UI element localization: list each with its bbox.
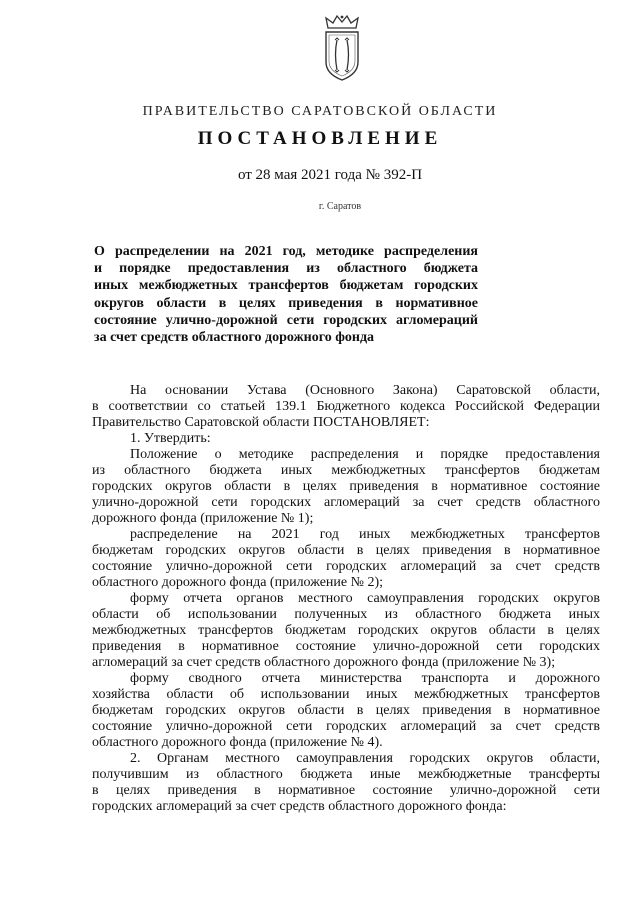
text-line: хозяйства области об использовании иных межбюджетных трансфертов: [92, 687, 600, 702]
text-line: области об использовании полученных из областного бюджета иных: [92, 607, 600, 622]
paragraph-appendix-1: [92, 447, 600, 527]
paragraph-appendix-3: [92, 591, 600, 671]
intro-paragraph: [92, 383, 600, 431]
text-line: улично-дорожной сети городских агломераций за счет средств областного: [92, 495, 600, 510]
text-line: 2. Органам местного самоуправления городских округов области,: [130, 751, 600, 766]
title-line: и порядке предоставления из областного бюджета: [94, 261, 478, 277]
government-name: ПРАВИТЕЛЬСТВО САРАТОВСКОЙ ОБЛАСТИ: [142, 104, 498, 119]
text-line: из областного бюджета иных межбюджетных трансфертов бюджетам: [92, 463, 600, 478]
text-line: городских округов области в целях приведения в нормативное состояние: [92, 479, 600, 494]
document-title: [94, 243, 478, 346]
text-line: бюджетам городских округов области в целях приведения в нормативное: [92, 543, 600, 558]
title-line: О распределении на 2021 год, методике распределения: [94, 244, 478, 259]
title-line: состояние улично-дорожной сети городских агломераций: [94, 312, 478, 328]
text-line: в целях приведения в нормативное состояние улично-дорожной сети: [92, 783, 600, 798]
item-1-heading: [92, 431, 600, 447]
text-line: городских агломераций за счет средств областного дорожного фонда:: [92, 799, 507, 814]
text-line: получившим из областного бюджета иные межбюджетные трансферты: [92, 767, 600, 782]
text-line: дорожного фонда (приложение № 1);: [92, 511, 314, 526]
text-line: межбюджетных трансфертов бюджетам городских округов области в целях: [92, 623, 600, 638]
text-line: Положение о методике распределения и порядке предоставления: [130, 447, 600, 462]
text-line: областного дорожного фонда (приложение № 4).: [92, 735, 383, 750]
text-line: областного дорожного фонда (приложение № 2);: [92, 575, 384, 590]
text-line: в соответствии со статьей 139.1 Бюджетного кодекса Российской Федерации: [92, 399, 600, 414]
paragraph-appendix-4: [92, 671, 600, 751]
paragraph-appendix-2: [92, 527, 600, 591]
text-line: форму сводного отчета министерства транспорта и дорожного: [130, 671, 600, 686]
paragraph-item-2: [92, 751, 600, 815]
text-line: форму отчета органов местного самоуправления городских округов: [130, 591, 600, 606]
text-line: распределение на 2021 год иных межбюджетных трансфертов: [130, 527, 600, 542]
document-city: г. Саратов: [318, 201, 362, 212]
text-line: приведения в нормативное состояние улично-дорожной сети городских: [92, 639, 600, 654]
text-line: 1. Утвердить:: [130, 431, 211, 446]
text-line: состояние улично-дорожной сети городских агломераций за счет средств: [92, 559, 600, 574]
text-line: состояние улично-дорожной сети городских агломераций за счет средств: [92, 719, 600, 734]
saratov-coat-of-arms-icon: [320, 14, 364, 82]
text-line: бюджетам городских округов области в целях приведения в нормативное: [92, 703, 600, 718]
text-line: агломераций за счет средств областного дорожного фонда (приложение № 3);: [92, 655, 556, 670]
text-line: На основании Устава (Основного Закона) Саратовской области,: [130, 383, 600, 398]
title-line: за счет средств областного дорожного фонда: [94, 330, 375, 346]
title-line: округов области в целях приведения в нормативное: [94, 295, 478, 311]
title-line: иных межбюджетных трансфертов бюджетам городских: [94, 278, 478, 294]
document-body: [92, 383, 600, 815]
text-line: Правительство Саратовской области ПОСТАНОВЛЯЕТ:: [92, 415, 430, 430]
document-date-number: от 28 мая 2021 года № 392-П: [237, 167, 423, 183]
document-type: ПОСТАНОВЛЕНИЕ: [197, 128, 443, 149]
